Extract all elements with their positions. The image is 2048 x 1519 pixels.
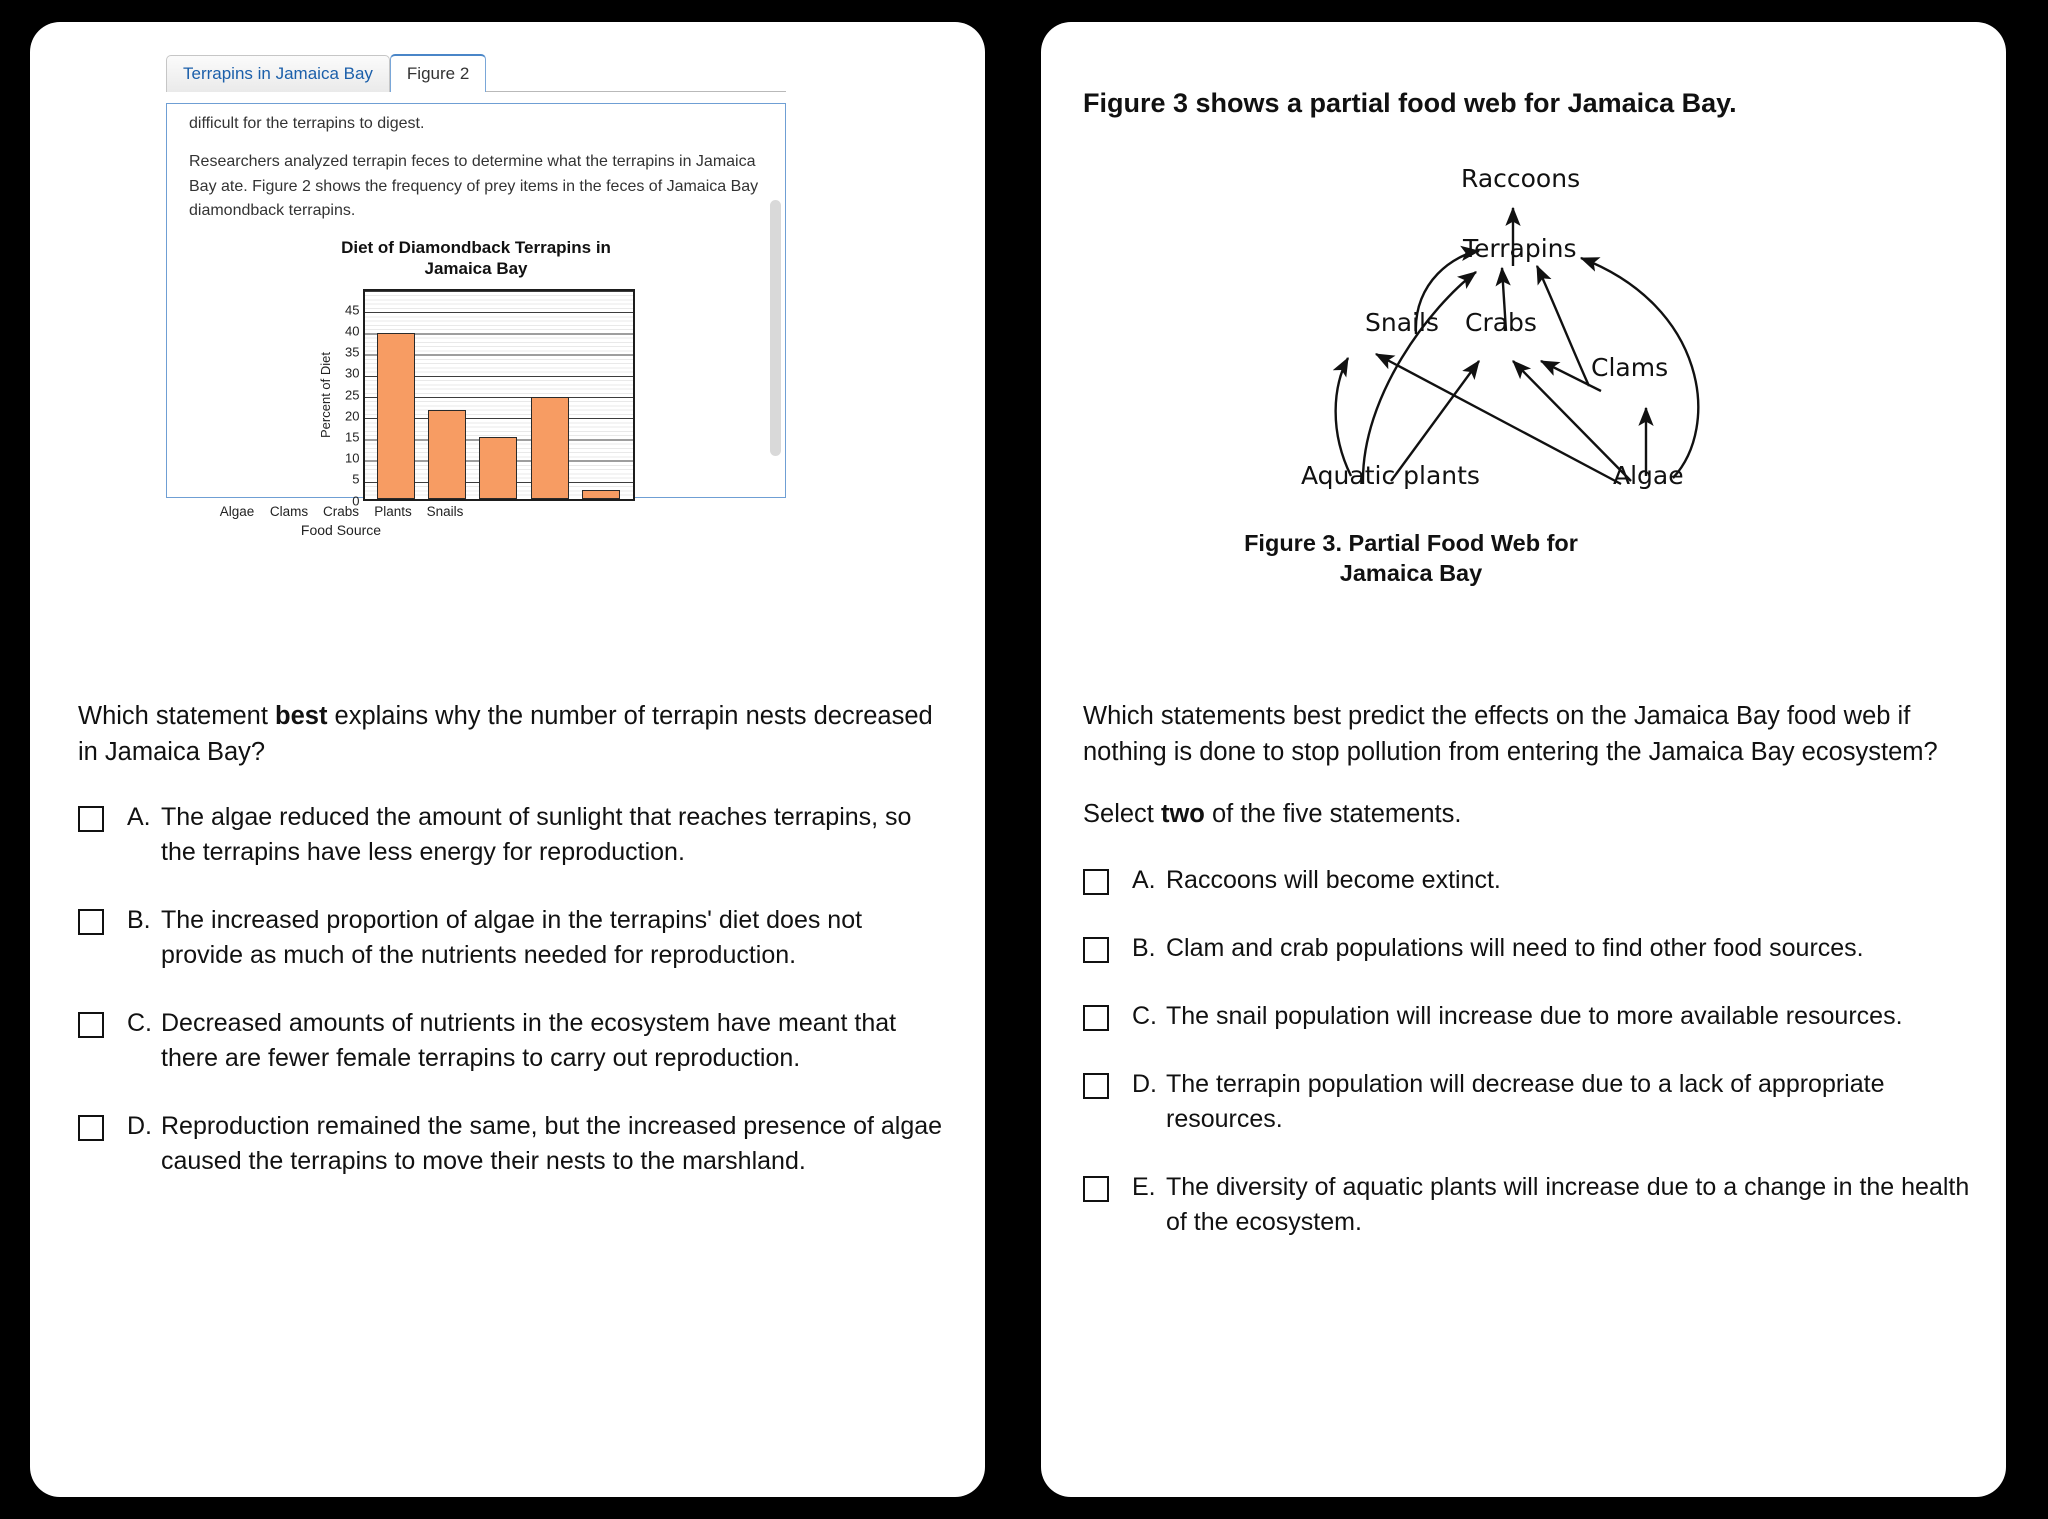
answer-option-letter: B. (127, 906, 151, 935)
chart-y-tick: 20 (345, 408, 360, 424)
chart-y-tick: 15 (345, 429, 360, 445)
food-web-node-raccoons: Raccoons (1461, 164, 1581, 193)
chart-bar-clams (428, 410, 466, 499)
chart-x-tick: Crabs (322, 503, 359, 519)
answer-option-label (127, 1109, 949, 1179)
passage-line-fragment: difficult for the terrapins to digest. (189, 115, 425, 132)
answer-option-right-a[interactable] (1083, 863, 1976, 898)
left-question-prompt (78, 698, 949, 770)
chart-x-axis-label: Food Source (300, 521, 382, 538)
chart-x-tick-labels (205, 504, 477, 519)
answer-checkbox[interactable] (78, 1012, 104, 1038)
answer-checkbox[interactable] (78, 806, 104, 832)
answer-option-text: The snail population will increase due to more available resources. (1166, 1001, 1903, 1030)
chart-bars (365, 291, 633, 499)
chart-x-tick: Clams (269, 503, 309, 519)
answer-option-text: The increased proportion of algae in the terrapins' diet does not provide as much of the nutrients needed for reproduction. (161, 906, 863, 970)
answer-option-letter: D. (1132, 1069, 1157, 1098)
prompt-emphasis: best (275, 702, 328, 730)
answer-option-left-c[interactable] (78, 1006, 949, 1076)
chart-title-line1: Diet of Diamondback Terrapins in (341, 238, 611, 258)
answer-option-letter: B. (1132, 933, 1156, 962)
right-question-card (1041, 22, 2006, 1497)
answer-option-label (127, 903, 949, 973)
answer-option-letter: A. (1132, 865, 1156, 894)
answer-option-right-c[interactable] (1083, 999, 1976, 1034)
chart-y-tick: 45 (345, 302, 360, 318)
caption-line-2: Jamaica Bay (1339, 560, 1483, 587)
answer-option-letter: C. (1132, 1001, 1157, 1030)
chart-y-tick: 30 (345, 365, 360, 381)
answer-option-left-a[interactable] (78, 800, 949, 870)
chart-plot-area (177, 289, 775, 509)
passage-panel (166, 103, 786, 538)
diet-bar-chart (167, 237, 785, 538)
chart-plot-frame (363, 289, 635, 501)
answer-checkbox[interactable] (1083, 937, 1109, 963)
caption-line-1: Figure 3. Partial Food Web for (1244, 530, 1578, 556)
passage-paragraph: Researchers analyzed terrapin feces to determine what the terrapins in Jamaica Bay ate. Figure 2 shows the frequency of prey items in the feces of Jamaica Bay diamondback terrapins. (189, 152, 759, 220)
answer-option-left-b[interactable] (78, 903, 949, 973)
stimulus-tabstrip (166, 50, 786, 92)
tab-terrapins-in-jamaica-bay[interactable] (166, 55, 390, 92)
food-web-node-crabs: Crabs (1465, 308, 1537, 337)
answer-option-label (127, 1006, 949, 1076)
stimulus-widget (166, 50, 826, 538)
tab-label: Terrapins in Jamaica Bay (183, 64, 373, 84)
food-web-caption (1061, 528, 1761, 588)
answer-option-letter: E. (1132, 1172, 1156, 1201)
chart-y-tick: 25 (345, 387, 360, 403)
answer-option-text: The algae reduced the amount of sunlight that reaches terrapins, so the terrapins have less energy for reproduction. (161, 803, 912, 867)
chart-x-tick: Algae (219, 503, 255, 519)
chart-y-tick: 40 (345, 323, 360, 339)
food-web-node-algae: Algae (1613, 461, 1684, 490)
chart-y-tick: 35 (345, 344, 360, 360)
answer-option-text: Raccoons will become extinct. (1166, 865, 1501, 894)
food-web-node-aquatic-plants: Aquatic plants (1301, 461, 1480, 490)
instruction-part-2: of the five statements. (1204, 800, 1462, 829)
tab-label: Figure 2 (406, 64, 470, 84)
food-web-node-snails: Snails (1365, 308, 1439, 337)
answer-option-label (1132, 863, 1501, 898)
passage-text (167, 104, 785, 224)
answer-option-text: Reproduction remained the same, but the increased presence of algae caused the terrapins to move their nests to the marshland. (161, 1112, 943, 1176)
answer-option-text: The terrapin population will decrease due to a lack of appropriate resources. (1166, 1069, 1885, 1133)
answer-option-label (1132, 1067, 1976, 1137)
food-web-figure (1061, 146, 1981, 588)
answer-checkbox[interactable] (1083, 869, 1109, 895)
chart-y-tick: 0 (352, 493, 360, 509)
answer-checkbox[interactable] (1083, 1176, 1109, 1202)
answer-option-right-b[interactable] (1083, 931, 1976, 966)
prompt-part-2: explains why the number of terrapin nests decreased in Jamaica Bay? (78, 702, 933, 767)
answer-option-letter: D. (127, 1112, 152, 1141)
chart-y-tick: 10 (345, 450, 360, 466)
food-web-node-terrapins: Terrapins (1463, 234, 1577, 263)
chart-x-tick: Plants (374, 503, 412, 519)
chart-title-line2: Jamaica Bay (424, 259, 528, 279)
chart-x-tick: Snails (426, 503, 464, 519)
answer-option-right-e[interactable] (1083, 1170, 1976, 1240)
passage-scrollbar-thumb[interactable] (770, 200, 781, 456)
left-answer-options (78, 800, 949, 1179)
answer-option-letter: A. (127, 803, 151, 832)
chart-bar-algae (377, 333, 415, 498)
answer-option-text: Clam and crab populations will need to find other food sources. (1166, 933, 1864, 962)
answer-option-letter: C. (127, 1009, 152, 1038)
right-question-body (1083, 698, 1976, 1273)
instruction-part-1: Select (1083, 800, 1161, 829)
chart-y-tick-labels (335, 289, 363, 509)
answer-checkbox[interactable] (78, 909, 104, 935)
chart-bar-plants (531, 397, 569, 499)
chart-bar-crabs (479, 437, 517, 498)
answer-option-left-d[interactable] (78, 1109, 949, 1179)
left-question-body (78, 698, 949, 1212)
answer-option-text: Decreased amounts of nutrients in the ecosystem have meant that there are fewer female terrapins to carry out reproduction. (161, 1009, 897, 1073)
answer-checkbox[interactable] (78, 1115, 104, 1141)
left-question-card (30, 22, 985, 1497)
chart-y-axis-label: Percent of Diet (317, 351, 333, 438)
chart-y-tick: 5 (352, 471, 360, 487)
answer-checkbox[interactable] (1083, 1005, 1109, 1031)
chart-title (177, 237, 775, 280)
right-question-instruction (1083, 796, 1976, 832)
answer-option-label (1132, 931, 1864, 966)
tab-figure-2[interactable] (390, 54, 486, 92)
food-web-node-clams: Clams (1591, 353, 1669, 382)
chart-bar-snails (582, 490, 620, 498)
answer-option-label (1132, 999, 1903, 1034)
answer-option-text: The diversity of aquatic plants will increase due to a change in the health of the ecosystem. (1166, 1172, 1970, 1236)
food-web-canvas (1061, 146, 1981, 526)
prompt-part-1: Which statement (78, 702, 275, 730)
figure-3-headline: Figure 3 shows a partial food web for Jamaica Bay. (1083, 88, 1737, 118)
right-answer-options (1083, 863, 1976, 1240)
answer-option-right-d[interactable] (1083, 1067, 1976, 1137)
answer-checkbox[interactable] (1083, 1073, 1109, 1099)
instruction-emphasis: two (1160, 800, 1205, 829)
answer-option-label (127, 800, 949, 870)
answer-option-label (1132, 1170, 1976, 1240)
right-question-prompt: Which statements best predict the effects on the Jamaica Bay food web if nothing is done to stop pollution from entering the Jamaica Bay ecosystem? (1083, 702, 1938, 767)
